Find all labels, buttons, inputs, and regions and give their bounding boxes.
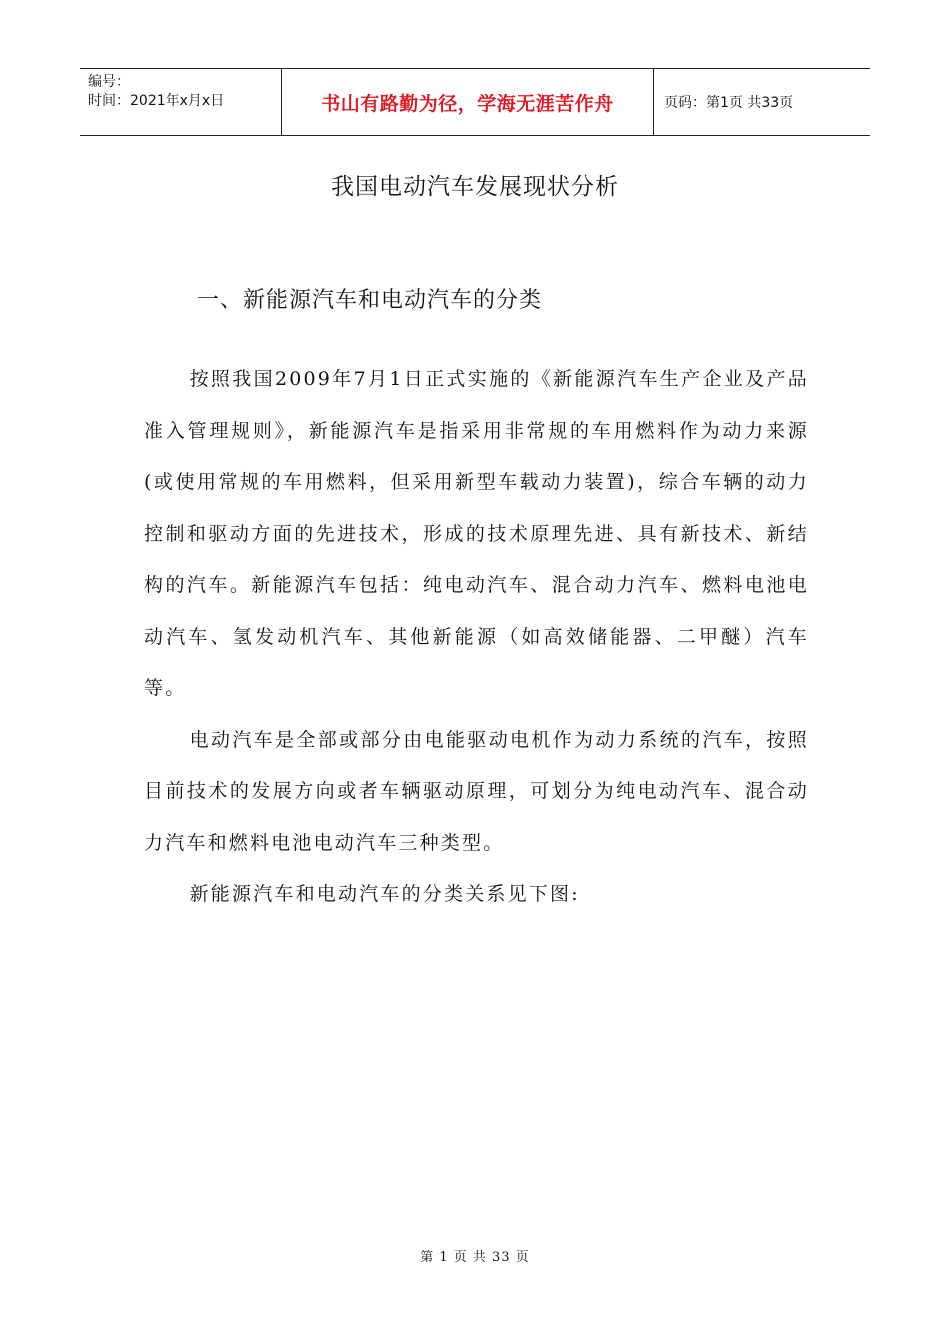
document-time-label: 时间：2021年x月x日 — [88, 93, 225, 109]
document-body — [144, 354, 809, 921]
header-motto: 书山有路勤为径，学海无涯苦作舟 — [281, 69, 654, 135]
page-footer: 第 1 页 共 33 页 — [420, 1250, 530, 1265]
section-heading: 一、新能源汽车和电动汽车的分类 — [197, 288, 543, 313]
paragraph-2: 电动汽车是全部或部分由电能驱动电机作为动力系统的汽车，按照目前技术的发展方向或者车辆驱动原理，可划分为纯电动汽车、混合动力汽车和燃料电池电动汽车三种类型。 — [144, 728, 809, 854]
paragraph-1: 按照我国2009年7月1日正式实施的《新能源汽车生产企业及产品准入管理规则》，新能源汽车是指采用非常规的车用燃料作为动力来源(或使用常规的车用燃料，但采用新型车载动力装置)，综合车辆的动力控制和驱动方面的先进技术，形成的技术原理先进、具有新技术、新结构的汽车。新能源汽车包括：纯电动汽车、混合动力汽车、燃料电池电动汽车、氢发动机汽车、其他新能源（如高效储能器、二甲醚）汽车等。 — [144, 368, 809, 699]
paragraph-3: 新能源汽车和电动汽车的分类关系见下图: — [189, 883, 580, 905]
document-number-label: 编号： — [88, 74, 130, 90]
header-page-info: 页码：第1页 共33页 — [664, 95, 794, 111]
header-meta — [80, 69, 281, 135]
document-title: 我国电动汽车发展现状分析 — [331, 174, 619, 200]
page-header — [80, 68, 870, 136]
